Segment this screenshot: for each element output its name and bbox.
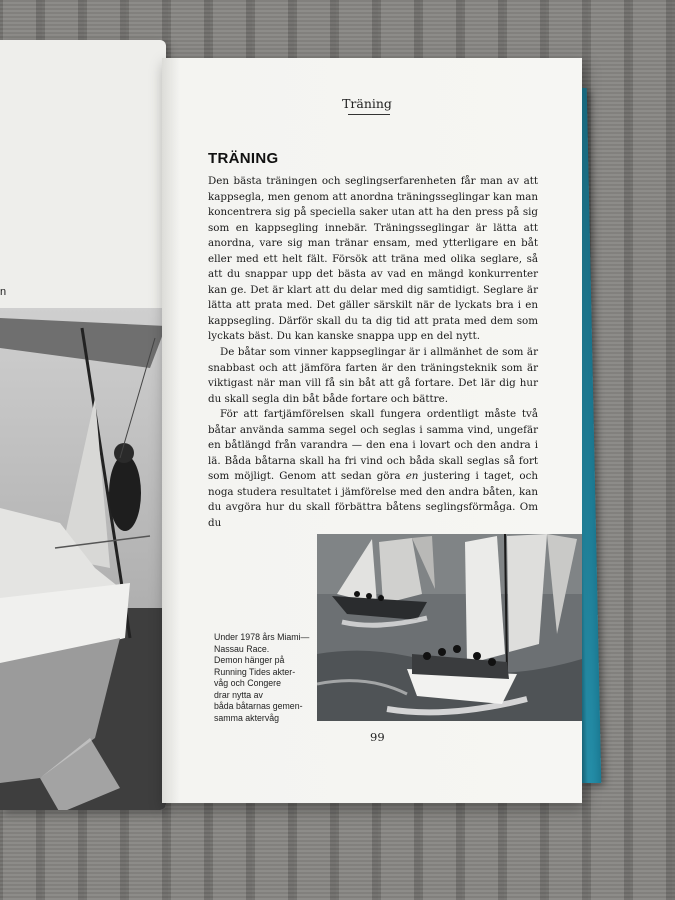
race-photo xyxy=(317,534,582,721)
caption-line: Nassau Race. xyxy=(214,643,270,654)
caption-line: samma aktervåg xyxy=(214,712,280,723)
caption-line: båda båtarnas gemen- xyxy=(214,701,303,711)
caption-line: Running Tides akter- xyxy=(214,666,296,677)
running-head-rule xyxy=(348,114,390,115)
photo-caption xyxy=(214,632,322,724)
paragraph-3-part-1: För att fartjämförelsen skall fungera ordentligt måste två båtar använda samma segel och seglas i samma vind, ungefär en båtlängd från varandra — den ena i lovart och den andra i lä. Båda båtarna skall ha fri vind och båda skall seglas så fort som möjligt. Genom att sedan göra xyxy=(208,408,538,483)
caption-line: drar nytta av xyxy=(214,689,263,700)
page-number: 99 xyxy=(370,730,385,744)
left-page-sailing-photo xyxy=(0,308,166,810)
page-title: TRÄNING xyxy=(208,150,279,167)
caption-line: våg och Congere xyxy=(214,678,281,688)
caption-line: Under 1978 års Miami— xyxy=(214,632,310,642)
paragraph-1: Den bästa träningen och seglingserfarenheten får man av att kappsegla, men genom att anordna träningsseglingar kan man koncentrera sig på speciella saker utan att ha den press på sig som en kappsegling innebär. Träningsseglingar är lätta att anordna, vare sig man tränar ensam, med ytterligare en båt eller med ett helt fält. Försök att träna med olika seglare, så att du snappar upp det bästa av vad en mängd konkurrenter kan ge. Det är klart att du delar med dig samtidigt. Seglare är lätta att prata med. Det gäller särskilt när de lyckats bra i en kappsegling. Därför skall du ta dig tid att prata med dem som lyckats bäst. Du kan kanske snappa upp en del nytt. xyxy=(208,175,538,343)
paragraph-3-emphasis: en xyxy=(405,470,419,483)
paragraph-2: De båtar som vinner kappseglingar är i allmänhet de som är snabbast och att jämföra farten är den träningsteknik som är viktigast när man vill få sin båt att gå fortare. Det lär dig hur du skall segla din båt både fortare och bättre. xyxy=(208,346,538,405)
right-page xyxy=(162,58,582,803)
left-page-text-fragment: n xyxy=(0,286,7,298)
paragraph-3 xyxy=(208,407,538,531)
body-text xyxy=(208,174,538,532)
running-head: Träning xyxy=(342,96,392,111)
caption-line: Demon hänger på xyxy=(214,655,285,665)
paragraph-3-part-2: justering i taget, och noga studera resultatet i jämförelse med den andra båten, kan du avgöra hur du skall förbättra båtens seglingsförmåga. Om du xyxy=(208,470,538,530)
left-page xyxy=(0,40,166,810)
